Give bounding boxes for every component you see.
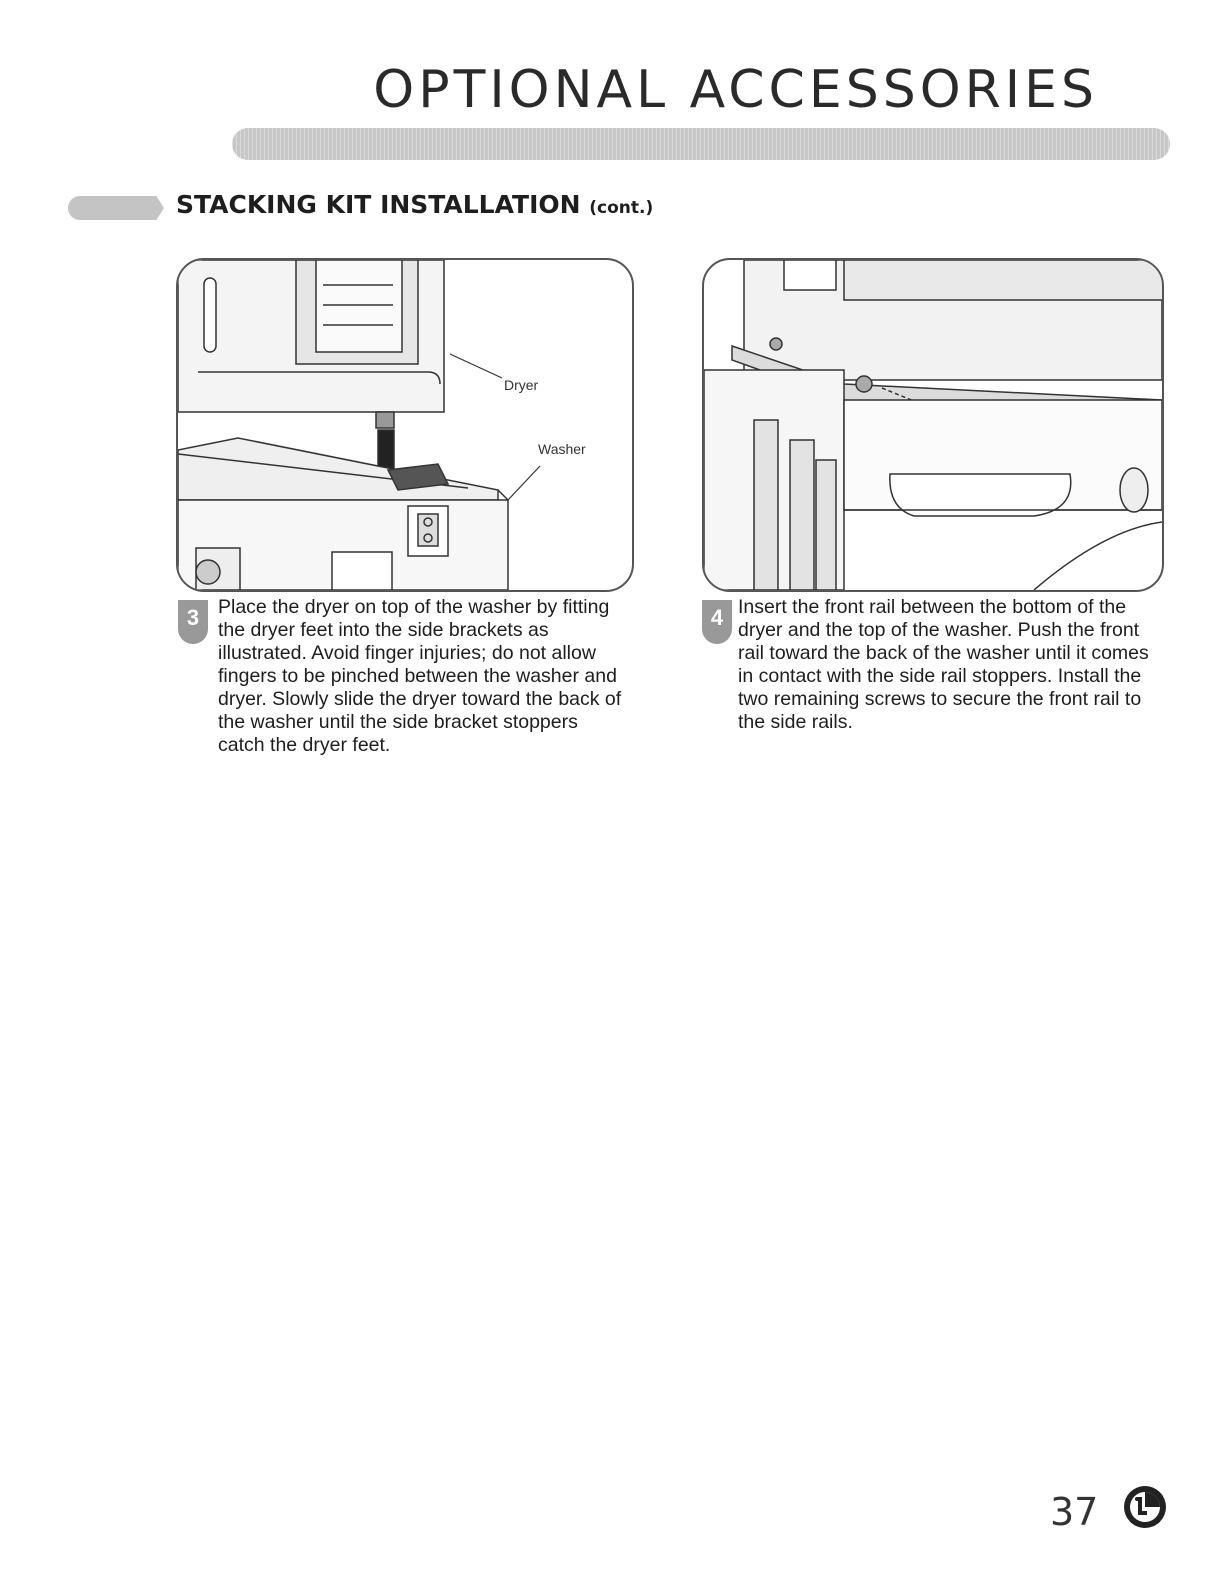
step-3-badge: 3: [178, 600, 208, 644]
step-3-illustration: [176, 258, 634, 592]
section-heading-text: STACKING KIT INSTALLATION: [176, 190, 581, 219]
section-heading: [176, 190, 653, 219]
page-title: OPTIONAL ACCESSORIES: [373, 60, 1098, 120]
section-marker: [68, 196, 164, 220]
dryer-callout-label: Dryer: [504, 377, 539, 393]
washer-callout-label: Washer: [538, 441, 586, 457]
step-4-text: Insert the front rail between the bottom of the dryer and the top of the washer. Push the front rail toward the back of the washer until it comes in contact with the side rail stoppers. Install the two remaining screws to secure the front rail to the side rails.: [738, 596, 1149, 733]
lg-logo-icon: [1122, 1484, 1168, 1530]
step-4-illustration: [702, 258, 1164, 592]
page-number: 37: [1050, 1490, 1099, 1534]
section-heading-suffix: (cont.): [589, 198, 654, 218]
step-3-text: Place the dryer on top of the washer by fitting the dryer feet into the side brackets as illustrated. Avoid finger injuries; do not allow fingers to be pinched between the washer and dryer. Slowly slide the dryer toward the back of the washer until the side bracket stoppers catch the dryer feet.: [218, 596, 622, 756]
title-divider-bar: [232, 128, 1170, 160]
step-4-badge: 4: [702, 600, 732, 644]
